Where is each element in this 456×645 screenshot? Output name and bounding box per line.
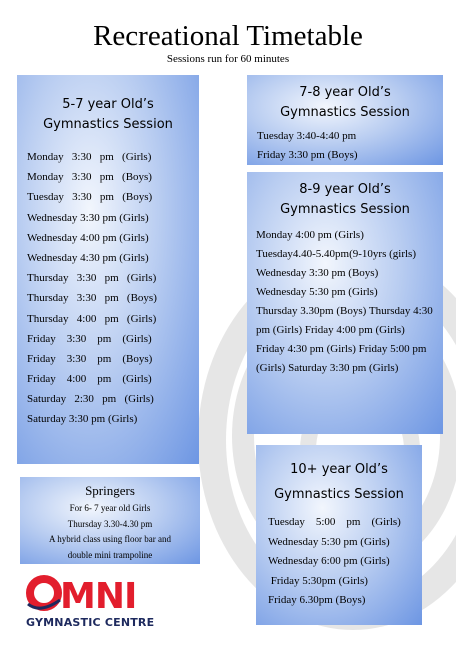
logo-subtitle: GYMNASTIC CENTRE [26, 616, 155, 629]
session-row: Friday 3:30 pm (Girls) [27, 332, 152, 345]
omni-wordmark-icon [26, 574, 164, 614]
springers-line: Thursday 3.30-4.30 pm [67, 518, 153, 529]
session-row: Wednesday 6:00 pm (Girls) [268, 555, 390, 567]
session-row: Saturday 2:30 pm (Girls) [27, 393, 154, 406]
session-row: Friday 3:30 pm (Boys) [257, 149, 358, 161]
session-row: Wednesday 4:00 pm (Girls) [27, 231, 149, 244]
session-row: Wednesday 3:30 pm (Girls) [27, 211, 149, 224]
omni-logo [26, 574, 166, 629]
panel-title: Springers [85, 483, 135, 498]
session-row: Tuesday4.40-5.40pm(9-10yrs (girls) [256, 248, 416, 260]
panel-title-line2: Gymnastics Session [280, 105, 410, 120]
session-row: Saturday 3:30 pm (Girls) [27, 413, 138, 426]
panel-springers [20, 477, 200, 564]
session-row: Friday 4:00 pm (Girls) [27, 373, 152, 386]
session-row: Monday 3:30 pm (Girls) [27, 151, 152, 163]
springers-line: For 6- 7 year old Girls [69, 503, 151, 513]
panel-10-plus-years [256, 445, 422, 625]
session-row: Friday 3:30 pm (Boys) [27, 352, 153, 365]
panel-8-9-years [247, 172, 443, 434]
panel-title [247, 180, 443, 220]
session-row: Wednesday 5:30 pm (Girls) [268, 535, 390, 548]
session-row: Thursday 3:30 pm (Boys) [27, 292, 157, 305]
session-row: Tuesday 3:30 pm (Boys) [27, 191, 153, 204]
page-subtitle: Sessions run for 60 minutes [166, 53, 290, 65]
session-row: Friday 6.30pm (Boys) [268, 594, 366, 606]
svg-text:MNI: MNI [60, 576, 137, 614]
session-row: Tuesday 3:40-4:40 pm [257, 130, 357, 142]
panel-title-line1: 5-7 year Old’s [62, 97, 154, 112]
panel-title-line2: Gymnastics Session [274, 487, 404, 502]
session-row: Thursday 3:30 pm (Girls) [27, 272, 157, 285]
panel-7-8-years [247, 75, 443, 165]
session-row: Monday 3:30 pm (Boys) [27, 171, 152, 184]
session-paragraph: Thursday 3.30pm (Boys) Thursday 4:30 pm (Girls) Friday 4:00 pm (Girls) Friday 4:30 pm (Girls) Friday 5:00 pm (Girls) Saturday 3:30 pm (Girls) [256, 305, 433, 374]
panel-title [17, 95, 199, 135]
panel-title-line1: 10+ year Old’s [290, 462, 388, 477]
session-row: Wednesday 5:30 pm (Girls) [256, 286, 378, 298]
springers-line: double mini trampoline [67, 549, 153, 560]
panel-title-line2: Gymnastics Session [43, 117, 173, 132]
session-row: Wednesday 4:30 pm (Girls) [27, 251, 149, 264]
session-row: Monday 4:00 pm (Girls) [256, 229, 364, 241]
session-row: Wednesday 3:30 pm (Boys) [256, 267, 379, 279]
session-row: Friday 5:30pm (Girls) [268, 574, 368, 587]
panel-title [256, 457, 422, 507]
panel-title-line2: Gymnastics Session [280, 202, 410, 217]
session-row: Tuesday 5:00 pm (Girls) [268, 516, 401, 528]
panel-5-7-years [17, 75, 199, 464]
page-title: Recreational Timetable [93, 20, 363, 52]
session-row: Thursday 4:00 pm (Girls) [27, 312, 157, 325]
springers-line: A hybrid class using floor bar and [49, 534, 171, 544]
panel-title-line1: 8-9 year Old’s [299, 182, 391, 197]
panel-title [247, 83, 443, 123]
panel-title-line1: 7-8 year Old’s [299, 85, 391, 100]
